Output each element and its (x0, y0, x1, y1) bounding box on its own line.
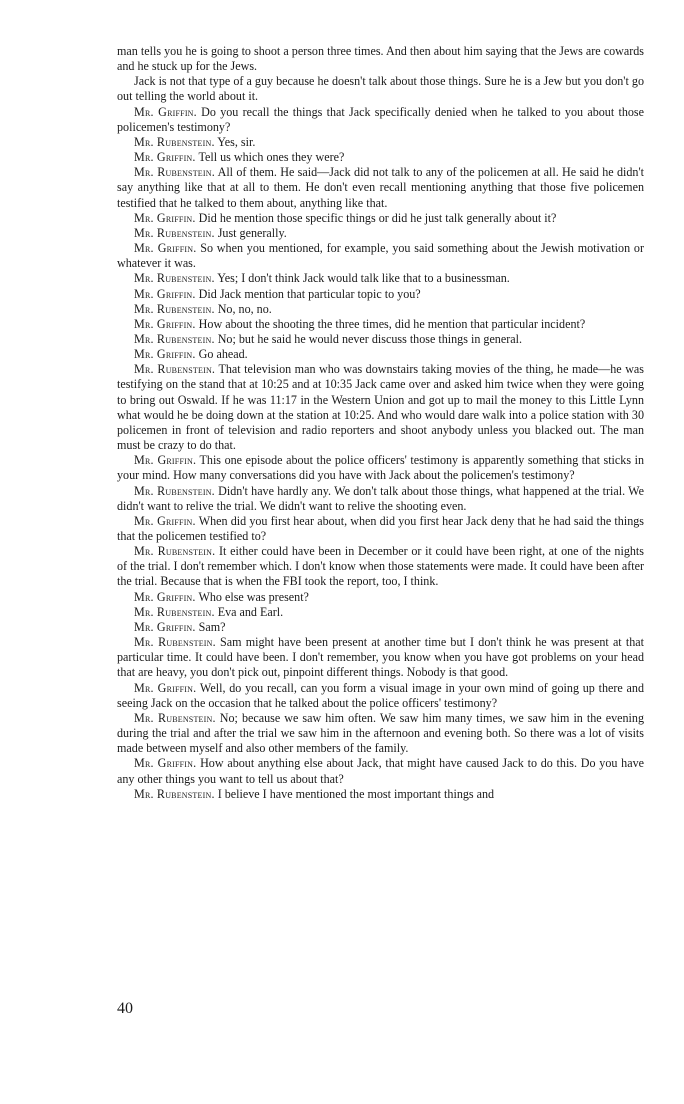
speaker-label: Mr. Rubenstein. (134, 544, 216, 559)
paragraph (117, 211, 644, 226)
paragraph (117, 453, 644, 483)
paragraph (117, 302, 644, 317)
paragraph (117, 44, 644, 74)
paragraph (117, 135, 644, 150)
speaker-label: Mr. Rubenstein. (134, 604, 215, 619)
paragraph-text: Jack is not that type of a guy because he doesn't talk about those things. Sure he is a Jew but you don't go out telling the world about it. (117, 74, 644, 104)
paragraph (117, 105, 644, 135)
paragraph-text: This one episode about the police officers' testimony is apparently something that sticks in your mind. How many conversations did you have with Jack about the policemen's testimony? (117, 453, 644, 483)
speaker-label: Mr. Rubenstein. (134, 483, 215, 498)
speaker-label: Mr. Rubenstein. (134, 786, 215, 801)
speaker-label: Mr. Rubenstein. (134, 635, 216, 650)
paragraph (117, 681, 644, 711)
paragraph (117, 150, 644, 165)
paragraph-text: I believe I have mentioned the most important things and (214, 786, 495, 801)
testimony-text (117, 44, 644, 802)
paragraph-text: No; but he said he would never discuss those things in general. (214, 331, 522, 346)
paragraph (117, 711, 644, 756)
paragraph-text: Well, do you recall, can you form a visual image in your own mind of going up there and seeing Jack on the occasion that he talked about the police officers' testimony? (117, 680, 644, 710)
speaker-label: Mr. Rubenstein. (134, 225, 215, 240)
paragraph-text: That television man who was downstairs taking movies of the thing, he made—he was testifying on the stand that at 10:25 and at 10:35 Jack came over and asked him twice when they were going to bring out Oswald. If he was 11:17 in the Western Union and got up to mail the money to this Little Lynn what would he be doing down at the station at 10:25. And who would dare walk into a police station with 30 policemen in front of television and radio reporters and shoot anybody unless you blacked out. The man must be crazy to do that. (117, 362, 644, 453)
paragraph (117, 756, 644, 786)
speaker-label: Mr. Griffin. (134, 104, 197, 119)
paragraph (117, 787, 644, 802)
paragraph (117, 165, 644, 210)
paragraph-text: Didn't have hardly any. We don't talk about those things, what happened at the trial. We didn't want to relive the trial. We didn't want to relive the shooting even. (117, 483, 644, 513)
paragraph-text: Tell us which ones they were? (195, 150, 345, 165)
paragraph-text: Do you recall the things that Jack specifically denied when he talked to you about those policemen's testimony? (117, 104, 644, 134)
speaker-label: Mr. Rubenstein. (134, 331, 215, 346)
paragraph-text: No; because we saw him often. We saw him many times, we saw him in the evening during the trial and after the trial we saw him in the afternoon and evening both. So there was a lot of visits made between myself and also other members of the family. (117, 710, 645, 756)
speaker-label: Mr. Griffin. (134, 513, 196, 528)
paragraph (117, 226, 644, 241)
speaker-label: Mr. Griffin. (134, 619, 196, 634)
paragraph (117, 271, 644, 286)
speaker-label: Mr. Griffin. (134, 241, 197, 256)
paragraph-text: No, no, no. (214, 301, 272, 316)
paragraph-text: Go ahead. (195, 347, 248, 362)
paragraph (117, 332, 644, 347)
speaker-label: Mr. Rubenstein. (134, 165, 215, 180)
paragraph-text: Sam might have been present at another time but I don't think he was present at that particular time. It could have been. I don't remember, you know when you have got problems on your head that are heavy, you don't pick out, pinpoint different things. Nobody is that good. (117, 635, 644, 680)
speaker-label: Mr. Griffin. (134, 680, 197, 695)
paragraph (117, 362, 644, 453)
speaker-label: Mr. Rubenstein. (134, 710, 216, 725)
speaker-label: Mr. Griffin. (134, 210, 196, 225)
speaker-label: Mr. Rubenstein. (134, 362, 216, 377)
paragraph-text: man tells you he is going to shoot a person three times. And then about him saying that the Jews are cowards and he stuck up for the Jews. (117, 44, 644, 74)
paragraph (117, 74, 644, 104)
speaker-label: Mr. Griffin. (134, 589, 196, 604)
paragraph (117, 347, 644, 362)
paragraph (117, 544, 644, 589)
paragraph-text: When did you first hear about, when did you first hear Jack deny that he had said the things that the policemen testified to? (117, 513, 644, 543)
paragraph (117, 241, 644, 271)
paragraph-text: How about the shooting the three times, did he mention that particular incident? (195, 316, 586, 331)
speaker-label: Mr. Rubenstein. (134, 134, 215, 149)
speaker-label: Mr. Rubenstein. (134, 301, 215, 316)
paragraph (117, 635, 644, 680)
speaker-label: Mr. Griffin. (134, 286, 196, 301)
speaker-label: Mr. Griffin. (134, 756, 197, 771)
paragraph-text: Just generally. (214, 225, 287, 240)
paragraph (117, 590, 644, 605)
speaker-label: Mr. Griffin. (134, 453, 197, 468)
page-number: 40 (117, 1000, 133, 1017)
paragraph-text: Sam? (195, 619, 226, 634)
speaker-label: Mr. Griffin. (134, 150, 196, 165)
paragraph-text: Eva and Earl. (214, 604, 284, 619)
speaker-label: Mr. Griffin. (134, 316, 196, 331)
paragraph (117, 317, 644, 332)
paragraph (117, 287, 644, 302)
speaker-label: Mr. Griffin. (134, 347, 196, 362)
paragraph (117, 605, 644, 620)
paragraph-text: How about anything else about Jack, that might have caused Jack to do this. Do you have any other things you want to tell us about that? (117, 756, 644, 786)
paragraph-text: Did he mention those specific things or did he just talk generally about it? (195, 210, 557, 225)
paragraph (117, 620, 644, 635)
speaker-label: Mr. Rubenstein. (134, 271, 215, 286)
paragraph-text: Did Jack mention that particular topic to you? (195, 286, 421, 301)
paragraph-text: Yes; I don't think Jack would talk like that to a businessman. (214, 271, 510, 286)
paragraph-text: So when you mentioned, for example, you said something about the Jewish motivation or whatever it was. (117, 241, 644, 271)
paragraph-text: It either could have been in December or it could have been right, at one of the nights of the trial. I don't remember which. I don't know when those statements were made. It could have been after the trial. Because that is when the FBI took the report, too, I think. (117, 544, 644, 589)
paragraph (117, 484, 644, 514)
paragraph-text: Who else was present? (195, 589, 309, 604)
paragraph (117, 514, 644, 544)
paragraph-text: All of them. He said—Jack did not talk to any of the policemen at all. He said he didn't say anything like that at all to them. He don't even recall mentioning anything that those five policemen testified that he talked to them about, anything like that. (117, 165, 644, 210)
paragraph-text: Yes, sir. (214, 134, 256, 149)
